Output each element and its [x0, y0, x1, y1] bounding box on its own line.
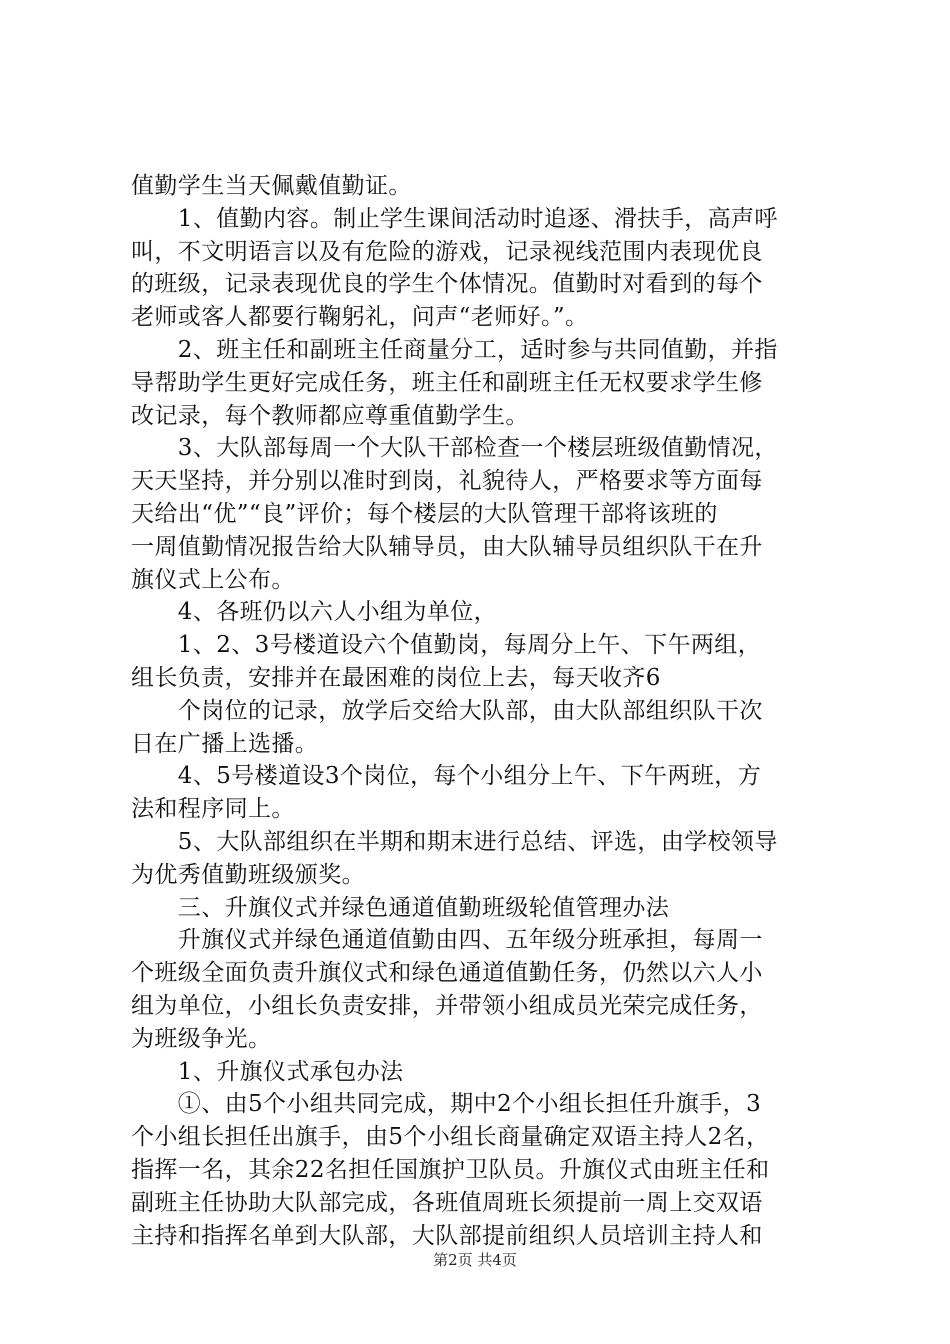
text-line: 副班主任协助大队部完成，各班值周班长须提前一周上交双语 — [131, 1189, 763, 1216]
text-line: 为班级争光。 — [131, 1025, 272, 1052]
text-line: 1、升旗仪式承包办法 — [131, 1058, 404, 1085]
text-line: 2、班主任和副班主任商量分工，适时参与共同值勤，并指 — [131, 336, 778, 363]
text-line: 主持和指挥名单到大队部，大队部提前组织人员培训主持人和 — [131, 1222, 763, 1249]
text-line: 个班级全面负责升旗仪式和绿色通道值勤任务，仍然以六人小 — [131, 960, 763, 987]
text-line: 导帮助学生更好完成任务，班主任和副班主任无权要求学生修 — [131, 369, 763, 396]
text-line: 一周值勤情况报告给大队辅导员，由大队辅导员组织队干在升 — [131, 533, 763, 560]
text-line: 日在广播上选播。 — [131, 730, 319, 757]
text-line: 升旗仪式并绿色通道值勤由四、五年级分班承担，每周一 — [131, 927, 763, 954]
text-line: 1、值勤内容。制止学生课间活动时追逐、滑扶手，高声呼 — [131, 205, 778, 232]
text-line: 组长负责，安排并在最困难的岗位上去，每天收齐6 — [131, 664, 661, 691]
text-line: 改记录，每个教师都应尊重值勤学生。 — [131, 402, 529, 429]
text-line: 5、大队部组织在半期和期末进行总结、评选，由学校领导 — [131, 828, 778, 855]
text-line: 三、升旗仪式并绿色通道值勤班级轮值管理办法 — [131, 894, 670, 921]
text-line: 值勤学生当天佩戴值勤证。 — [131, 173, 412, 199]
text-line: 为优秀值勤班级颁奖。 — [131, 861, 365, 888]
text-line: 旗仪式上公布。 — [131, 566, 295, 593]
text-line: 个小组长担任出旗手，由5个小组长商量确定双语主持人2名， — [131, 1124, 770, 1151]
text-line: 指挥一名，其余22名担任国旗护卫队员。升旗仪式由班主任和 — [131, 1156, 770, 1183]
text-line: 的班级，记录表现优良的学生个体情况。值勤时对看到的每个 — [131, 271, 763, 298]
text-line: 组为单位，小组长负责安排，并带领小组成员光荣完成任务， — [131, 992, 763, 1019]
text-line: 个岗位的记录，放学后交给大队部，由大队部组织队干次 — [131, 697, 763, 724]
text-line: 天天坚持，并分别以准时到岗，礼貌待人，严格要求等方面每 — [131, 468, 763, 495]
text-line: 天给出“优”“良”评价；每个楼层的大队管理干部将该班的 — [131, 500, 718, 527]
text-line: 法和程序同上。 — [131, 796, 295, 823]
page-footer: 第2页 共4页 — [433, 1251, 517, 1269]
document-body — [131, 170, 831, 1252]
text-line: 叫，不文明语言以及有危险的游戏，记录视线范围内表现优良 — [131, 238, 763, 265]
text-line: ①、由5个小组共同完成，期中2个小组长担任升旗手，3 — [131, 1091, 762, 1118]
text-line: 4、各班仍以六人小组为单位， — [131, 599, 498, 626]
text-line: 3、大队部每周一个大队干部检查一个楼层班级值勤情况， — [131, 435, 778, 462]
text-line: 4、5号楼道设3个岗位，每个小组分上午、下午两班，方 — [131, 763, 762, 790]
text-line: 1、2、3号楼道设六个值勤岗，每周分上午、下午两组， — [131, 632, 762, 659]
text-line: 老师或客人都要行鞠躬礼，问声“老师好。”。 — [131, 304, 589, 331]
